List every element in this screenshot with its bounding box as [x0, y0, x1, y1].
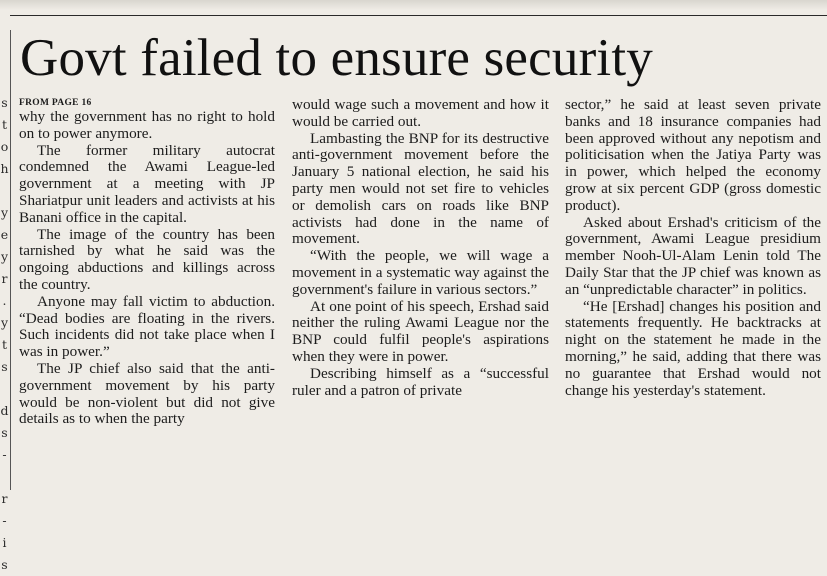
- continuation-kicker: FROM PAGE 16: [19, 98, 92, 108]
- fragment-letter: o: [0, 139, 9, 154]
- paragraph: “He [Ershad] changes his position and statements frequently. He backtracks at night on the statement he made in the morning,” he said, adding that there was no guarantee that Ershad would not change his yesterday's statement.: [565, 297, 821, 399]
- previous-article-strip: [0, 0, 827, 10]
- fragment-letter: t: [1, 337, 8, 352]
- headline: Govt failed to ensure security: [20, 29, 653, 87]
- fragment-letter: [0, 466, 9, 488]
- fragment-letter: s: [1, 359, 8, 374]
- fragment-letter: r: [1, 491, 8, 506]
- paragraph: why the government has no right to hold on to power anymore.: [19, 108, 275, 142]
- paragraph: Asked about Ershad's criticism of the government, Awami League presidium member Nooh-Ul-Alam Lenin told The Daily Star that the JP chief was known as an “unpredictable character” in politics.: [565, 213, 821, 298]
- fragment-letter: y: [0, 205, 9, 220]
- fragment-letter: y: [0, 249, 9, 264]
- fragment-letter: [0, 378, 9, 400]
- fragment-letter: e: [0, 227, 9, 242]
- paragraph: sector,” he said at least seven private banks and 18 insurance companies had been approved without any nepotism and politicisation when the Jatiya Party was in power, which helped the economy grow at six percent GDP (gross domestic product).: [565, 96, 821, 214]
- paragraph: Describing himself as a “successful ruler and a patron of private: [292, 364, 549, 399]
- paragraph: would wage such a movement and how it would be carried out.: [292, 96, 549, 130]
- paragraph: Anyone may fall victim to abduction. “Dead bodies are floating in the rivers. Such incidents did not take place when I was in power.”: [19, 292, 275, 361]
- paragraph: The former military autocrat condemned the Awami League-led government at a meeting with JP Shariatpur unit leaders and activists at his Banani office in the capital.: [19, 141, 275, 226]
- article-column-3: [565, 97, 821, 399]
- fragment-letter: s: [1, 425, 8, 440]
- paragraph: “With the people, we will wage a movement in a systematic way against the government's failure in various sectors.”: [292, 247, 549, 298]
- adjacent-article-fragments: [0, 92, 9, 576]
- paragraph: The image of the country has been tarnished by what he said was the ongoing abductions and killings across the country.: [19, 225, 275, 293]
- fragment-letter: d: [0, 403, 9, 418]
- fragment-letter: .: [2, 293, 7, 308]
- article-column-2: [292, 97, 549, 399]
- fragment-letter: t: [1, 117, 8, 132]
- fragment-letter: r: [1, 271, 8, 286]
- top-rule: [10, 15, 827, 16]
- fragment-letter: y: [0, 315, 9, 330]
- fragment-letter: -: [2, 447, 7, 462]
- fragment-letter: -: [2, 513, 7, 528]
- fragment-letter: i: [2, 535, 7, 550]
- paragraph: At one point of his speech, Ershad said neither the ruling Awami League nor the BNP could fulfil people's aspirations when they were in power.: [292, 297, 549, 365]
- fragment-letter: s: [1, 557, 8, 572]
- column-divider-left: [10, 30, 11, 490]
- paragraph: Lambasting the BNP for its destructive anti-government movement before the January 5 national election, he said his party men would not set fire to vehicles or demolish cars on roads like BNP activists had done in the name of movement.: [292, 129, 549, 248]
- fragment-letter: s: [1, 95, 8, 110]
- fragment-letter: h: [0, 161, 9, 176]
- paragraph: The JP chief also said that the anti-government movement by his party would be non-violent but did not give details as to when the party: [19, 359, 275, 428]
- fragment-letter: [0, 180, 9, 202]
- article-column-1: [19, 97, 275, 428]
